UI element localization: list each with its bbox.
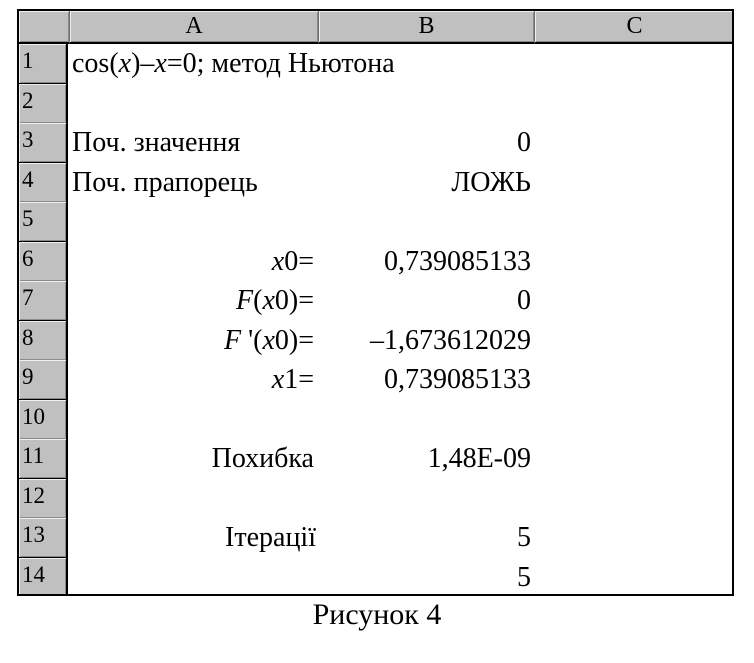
cell-a6[interactable] xyxy=(72,242,314,282)
cell-a1-var-2: x xyxy=(154,48,167,79)
row-header-6[interactable]: 6 xyxy=(19,242,68,282)
cell-a9-var: x xyxy=(271,364,285,395)
cell-b9[interactable]: 0,739085133 xyxy=(384,364,531,395)
row-header-10[interactable]: 10 xyxy=(19,400,68,440)
row-header-2[interactable]: 2 xyxy=(19,84,68,124)
column-header-b[interactable]: B xyxy=(319,11,535,44)
row-header-9[interactable]: 9 xyxy=(19,360,68,400)
row-header-14[interactable]: 14 xyxy=(19,558,68,596)
spreadsheet-grid xyxy=(17,9,734,596)
row-header-11[interactable]: 11 xyxy=(19,439,68,479)
row-header-7[interactable]: 7 xyxy=(19,281,68,321)
cell-a13[interactable]: Ітерації xyxy=(225,522,316,553)
cell-a8[interactable] xyxy=(72,321,314,361)
row-header-8[interactable]: 8 xyxy=(19,321,68,361)
cell-a6-text: 0= xyxy=(284,246,314,277)
cell-a7[interactable] xyxy=(72,281,314,321)
cell-b11[interactable]: 1,48E-09 xyxy=(427,443,531,474)
cell-a7-text: 0)= xyxy=(274,285,314,316)
row-header-3[interactable]: 3 xyxy=(19,123,68,163)
cell-a1-var-1: x xyxy=(118,48,132,79)
cell-b4[interactable]: ЛОЖЬ xyxy=(451,167,531,198)
cell-a8-text: 0)= xyxy=(274,325,314,356)
cell-a11[interactable]: Похибка xyxy=(211,443,314,474)
cell-b14[interactable]: 5 xyxy=(517,562,531,593)
row-header-13[interactable]: 13 xyxy=(19,518,68,558)
cell-a1-text-1: cos( xyxy=(72,48,119,79)
column-header-c[interactable]: C xyxy=(535,11,734,44)
cell-b8[interactable]: –1,673612029 xyxy=(370,325,531,356)
cell-a7-func: F xyxy=(236,285,254,316)
cell-a1[interactable] xyxy=(72,44,732,84)
row-header-5[interactable]: 5 xyxy=(19,202,68,242)
cell-a8-func: F xyxy=(223,325,242,356)
cell-b13[interactable]: 5 xyxy=(517,522,531,553)
row-header-1[interactable]: 1 xyxy=(19,44,68,84)
column-header-a[interactable]: A xyxy=(70,11,319,44)
cell-a7-var: x xyxy=(262,285,275,316)
figure-caption: Рисунок 4 xyxy=(312,598,442,631)
row-header-12[interactable]: 12 xyxy=(19,479,68,519)
cell-a4[interactable]: Поч. прапорець xyxy=(72,167,258,198)
cell-a9-text: 1= xyxy=(284,364,314,395)
cell-a1-text-2: )– xyxy=(131,48,155,79)
cell-a8-paren: '( xyxy=(241,325,263,356)
cell-a8-var: x xyxy=(262,325,275,356)
cell-b7[interactable]: 0 xyxy=(517,285,531,316)
cell-a6-var: x xyxy=(271,246,285,277)
row-header-4[interactable]: 4 xyxy=(19,163,68,203)
cell-a9[interactable] xyxy=(72,360,314,400)
cell-b3[interactable]: 0 xyxy=(517,127,531,158)
cell-a1-text-3: =0; метод Ньютона xyxy=(166,48,395,79)
cell-b6[interactable]: 0,739085133 xyxy=(384,246,531,277)
cell-a7-paren: ( xyxy=(253,285,263,316)
select-all-corner[interactable] xyxy=(19,11,70,44)
cell-a3[interactable]: Поч. значення xyxy=(72,127,241,158)
